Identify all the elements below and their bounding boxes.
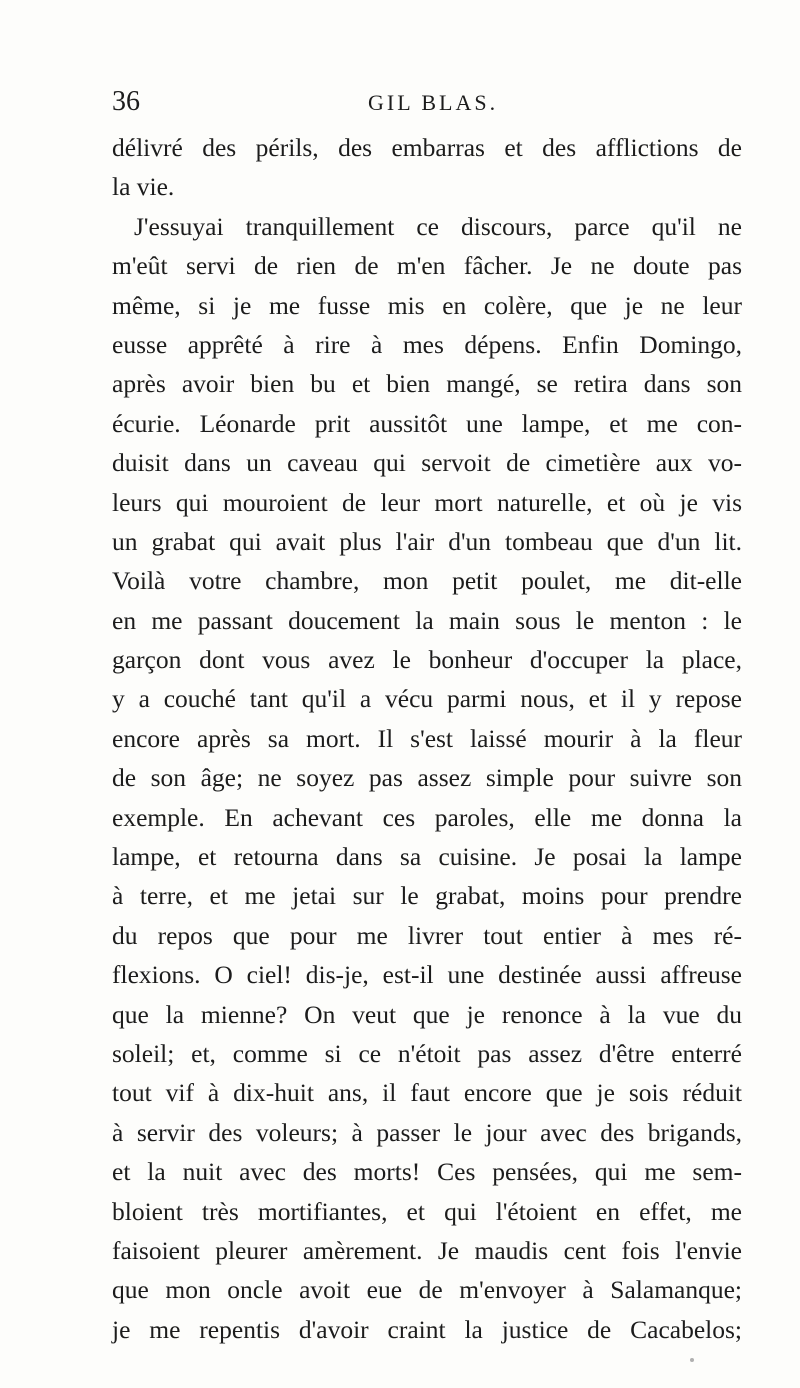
running-head (0, 84, 800, 124)
text-line: encore après sa mort. Il s'est laissé mourir à la fleur (112, 723, 742, 753)
text-line: à servir des voleurs; à passer le jour avec des brigands, (112, 1117, 742, 1147)
body-text (112, 128, 742, 1349)
text-line: duisit dans un caveau qui servoit de cimetière aux vo- (112, 448, 742, 478)
text-line: du repos que pour me livrer tout entier à mes ré- (112, 920, 742, 950)
text-line: que la mienne? On veut que je renonce à la vue du (112, 999, 742, 1029)
text-line: soleil; et, comme si ce n'étoit pas assez d'être enterré (112, 1038, 742, 1068)
text-line: faisoient pleurer amèrement. Je maudis cent fois l'envie (112, 1235, 742, 1265)
text-line: flexions. O ciel! dis-je, est-il une destinée aussi affreuse (112, 960, 742, 990)
print-speck (690, 1358, 694, 1362)
text-line: je me repentis d'avoir craint la justice de Cacabelos; (112, 1314, 742, 1344)
text-line: et la nuit avec des morts! Ces pensées, qui me sem- (112, 1157, 742, 1187)
text-line: délivré des périls, des embarras et des afflictions de (112, 133, 742, 162)
text-line: m'eût servi de rien de m'en fâcher. Je ne doute pas (112, 251, 742, 281)
text-line: que mon oncle avoit eue de m'envoyer à Salamanque; (112, 1275, 742, 1305)
text-line: après avoir bien bu et bien mangé, se retira dans son (112, 369, 742, 399)
running-title: GIL BLAS. (368, 90, 499, 115)
text-line: de son âge; ne soyez pas assez simple pour suivre son (112, 763, 742, 793)
text-line: J'essuyai tranquillement ce discours, parce qu'il ne (134, 211, 742, 241)
text-line: la vie. (112, 172, 175, 202)
text-line: bloient très mortifiantes, et qui l'étoient en effet, me (112, 1196, 742, 1226)
text-line: exemple. En achevant ces paroles, elle me donna la (112, 802, 742, 832)
text-line: lampe, et retourna dans sa cuisine. Je posai la lampe (112, 842, 742, 872)
text-line: Voilà votre chambre, mon petit poulet, me dit-elle (112, 566, 742, 596)
text-line: un grabat qui avait plus l'air d'un tombeau que d'un lit. (112, 526, 742, 556)
text-line: leurs qui mouroient de leur mort naturelle, et où je vis (112, 487, 742, 517)
text-line: même, si je me fusse mis en colère, que je ne leur (112, 290, 742, 320)
text-line: en me passant doucement la main sous le menton : le (112, 605, 742, 635)
text-line: garçon dont vous avez le bonheur d'occuper la place, (112, 645, 742, 675)
text-line: y a couché tant qu'il a vécu parmi nous, et il y repose (112, 684, 742, 714)
text-line: tout vif à dix-huit ans, il faut encore que je sois réduit (112, 1078, 742, 1108)
text-line: à terre, et me jetai sur le grabat, moins pour prendre (112, 881, 742, 911)
text-line: écurie. Léonarde prit aussitôt une lampe, et me con- (112, 408, 742, 438)
page-number: 36 (112, 86, 140, 117)
text-line: eusse apprêté à rire à mes dépens. Enfin Domingo, (112, 329, 742, 359)
